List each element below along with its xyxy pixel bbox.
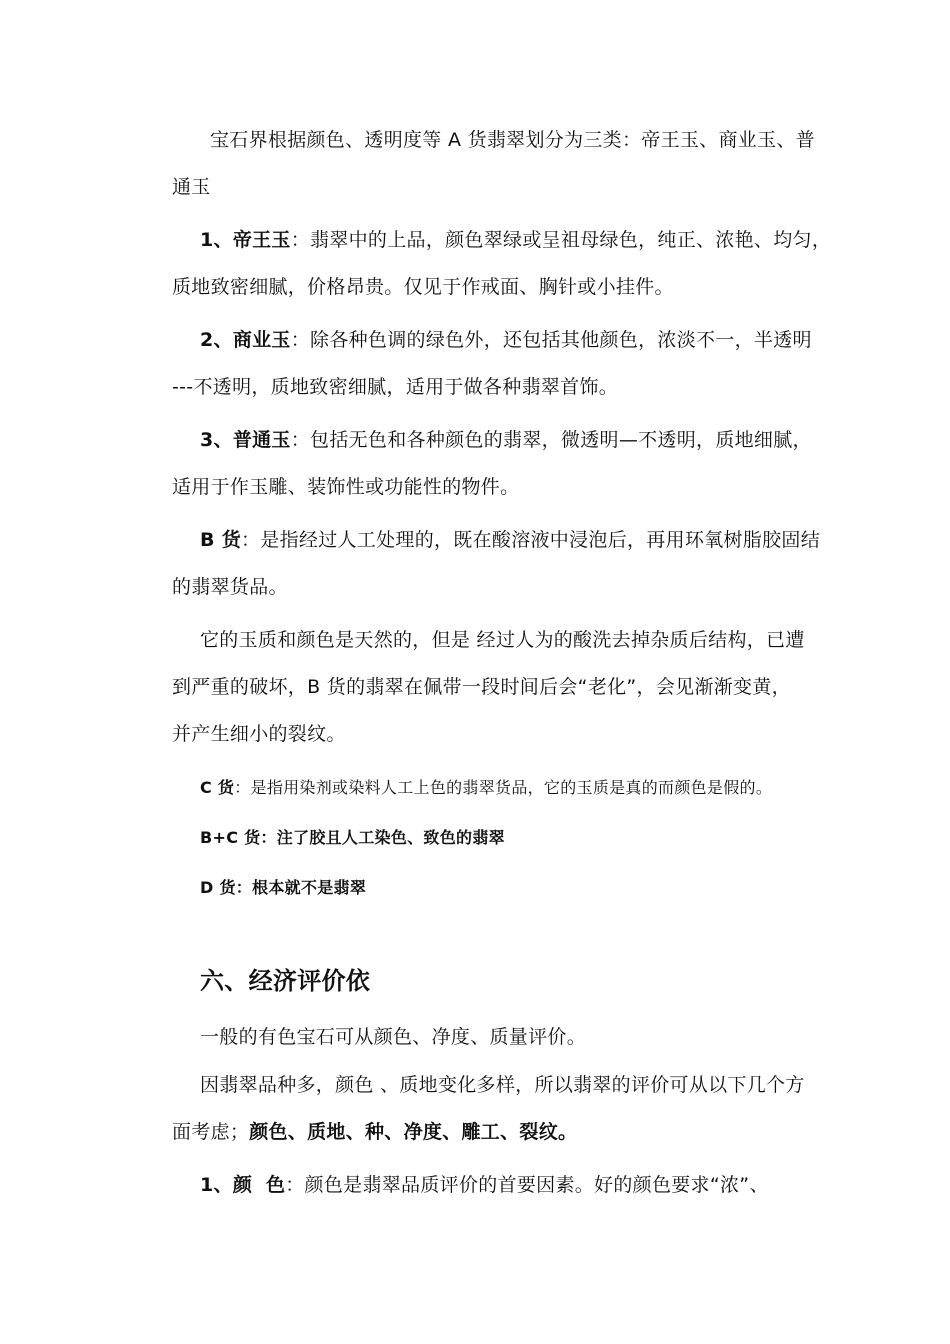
d-goods-line: D 货：根本就不是翡翠 [200, 878, 367, 897]
jade-eval-factors: 颜色、质地、种、净度、雕工、裂纹。 [249, 1121, 578, 1143]
color-item-label: 1、颜 色 [200, 1174, 286, 1196]
grade3-line-2: 适用于作玉雕、装饰性或功能性的物件。 [172, 476, 520, 498]
general-eval-line: 一般的有色宝石可从颜色、净度、质量评价。 [200, 1026, 587, 1048]
grade1-line-2: 质地致密细腻，价格昂贵。仅见于作戒面、胸针或小挂件。 [172, 276, 674, 298]
grade3-text-1: ：包括无色和各种颜色的翡翠，微透明—不透明，质地细腻， [290, 429, 812, 451]
grade2-line-1 [200, 328, 812, 352]
color-item-line [200, 1173, 769, 1197]
jade-eval-plain: 面考虑； [172, 1121, 250, 1143]
b-goods-line-1 [200, 528, 820, 552]
grade2-line-2: ---不透明，质地致密细腻，适用于做各种翡翠首饰。 [172, 376, 619, 398]
b-detail-line-2: 到严重的破坏，B 货的翡翠在佩带一段时间后会“老化”，会见渐渐变黄， [172, 676, 791, 698]
grade2-label: 2、商业玉 [200, 329, 291, 351]
b-detail-line-3: 并产生细小的裂纹。 [172, 723, 346, 745]
grade2-text-1: ：除各种色调的绿色外，还包括其他颜色，浓淡不一，半透明 [290, 329, 812, 351]
grade3-label: 3、普通玉 [200, 429, 291, 451]
b-goods-line-2: 的翡翠货品。 [172, 576, 288, 598]
jade-eval-line-1: 因翡翠品种多，颜色 、质地变化多样，所以翡翠的评价可从以下几个方 [200, 1074, 805, 1096]
grade1-text-1: ：翡翠中的上品，颜色翠绿或呈祖母绿色，纯正、浓艳、均匀， [290, 229, 832, 251]
b-goods-label: B 货 [200, 529, 241, 551]
jade-eval-line-2 [172, 1120, 577, 1144]
c-goods-text: ：是指用染剂或染料人工上色的翡翠货品，它的玉质是真的而颜色是假的。 [234, 778, 773, 797]
section-6-heading: 六、经济评价依 [200, 967, 371, 995]
grade3-line-1 [200, 428, 812, 452]
bc-goods-line: B+C 货：注了胶且人工染色、致色的翡翠 [200, 828, 505, 847]
color-item-text: ：颜色是翡翠品质评价的首要因素。好的颜色要求“浓”、 [285, 1174, 769, 1196]
grade1-label: 1、帝王玉 [200, 229, 291, 251]
c-goods-label: C 货 [200, 778, 235, 797]
b-goods-text-1: ：是指经过人工处理的，既在酸溶液中浸泡后，再用环氧树脂胶固结 [241, 529, 821, 551]
c-goods-line [200, 777, 772, 799]
intro-line-2: 通玉 [172, 176, 211, 198]
b-detail-line-1: 它的玉质和颜色是天然的，但是 经过人为的酸洗去掉杂质后结构，已遭 [200, 629, 805, 651]
grade1-line-1 [200, 228, 831, 252]
intro-line-1: 宝石界根据颜色、透明度等 A 货翡翠划分为三类：帝王玉、商业玉、普 [210, 129, 815, 151]
